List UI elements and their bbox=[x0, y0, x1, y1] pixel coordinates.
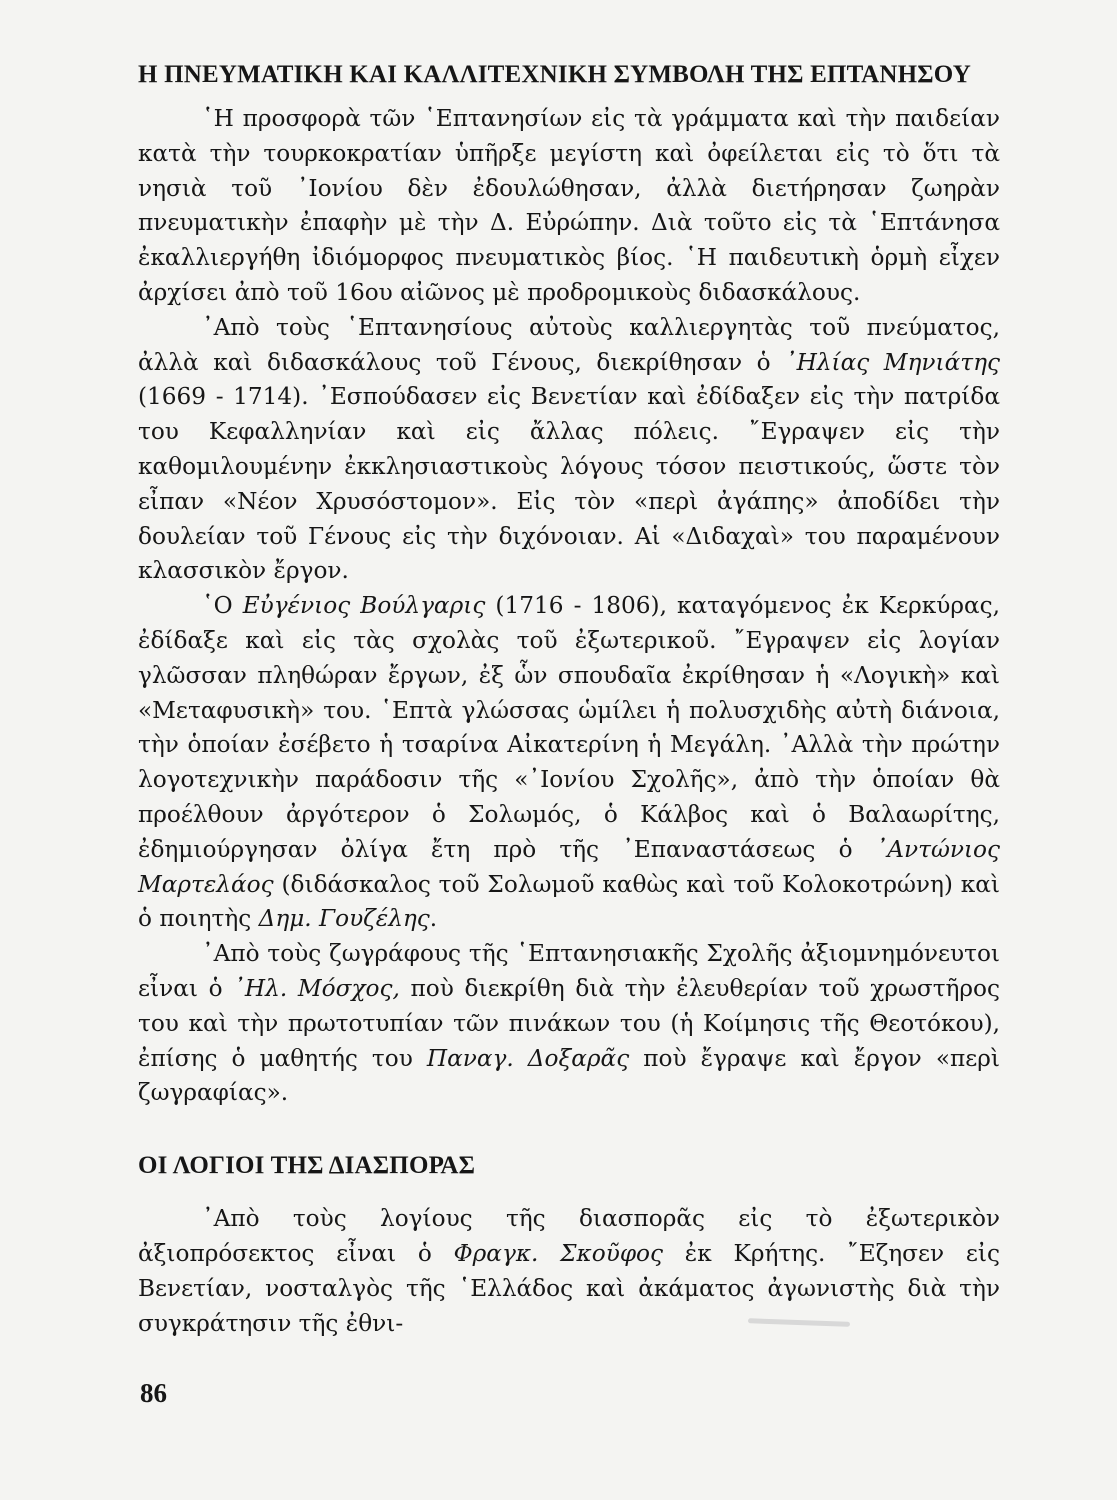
text-run: ᾿Απὸ τοὺς ῾Επτανησίους αὐτοὺς καλλιεργητὰς τοῦ πνεύματος, ἀλλὰ καὶ διδασκάλους τοῦ Γένους, διεκρίθησαν ὁ bbox=[138, 313, 1000, 376]
text-run: . bbox=[429, 905, 438, 933]
text-run: (διδάσκαλος τοῦ Σολωμοῦ καθὼς καὶ τοῦ Κολοκοτρώνη) καὶ ὁ ποιητὴς bbox=[138, 870, 1000, 933]
paragraph-voulgaris bbox=[138, 589, 1000, 937]
section-heading: Η ΠΝΕΥΜΑΤΙΚΗ ΚΑΙ ΚΑΛΛΙΤΕΧΝΙΚΗ ΣΥΜΒΟΛΗ ΤΗΣ ΕΠΤΑΝΗΣΟΥ bbox=[138, 61, 972, 88]
person-name: Δημ. Γουζέλης bbox=[258, 905, 430, 933]
page-number: 86 bbox=[140, 1378, 167, 1408]
paragraph-painters bbox=[138, 937, 1000, 1111]
text-run: ποὺ διεκρίθη διὰ τὴν ἐλευθερίαν τοῦ χρωστῆρος του καὶ τὴν πρωτοτυπίαν τῶν πινάκων του (ἡ Κοίμησις τῆς Θεοτόκου), ἐπίσης ὁ μαθητής του bbox=[138, 974, 1000, 1072]
page-content bbox=[138, 58, 1000, 1341]
text-run: (1669 - 1714). ᾿Εσπούδασεν εἰς Βενετίαν καὶ ἐδίδαξεν εἰς τὴν πατρίδα του Κεφαλληνίαν καὶ εἰς ἄλλας πόλεις. ῎Εγραψεν εἰς τὴν καθομιλουμένην ἐκκλησιαστικοὺς λόγους τόσον πειστικούς, ὥστε τὸν εἶπαν «Νέον Χρυσόστομον». Εἰς τὸν «περὶ ἀγάπης» ἀποδίδει τὴν δουλείαν τοῦ Γένους εἰς τὴν διχόνοιαν. Αἱ «Διδαχαὶ» του παραμένουν κλασσικὸν ἔργον. bbox=[138, 383, 1000, 585]
person-name: Φραγκ. Σκοῦφος bbox=[453, 1239, 664, 1267]
person-name: ᾿Αντώνιος Μαρτελάος bbox=[138, 835, 1000, 898]
text-run: ποὺ ἔγραψε καὶ ἔργον «περὶ ζωγραφίας». bbox=[138, 1044, 1000, 1107]
person-name: Εὐγένιος Βούλγαρις bbox=[242, 592, 486, 620]
section-heading: ΟΙ ΛΟΓΙΟΙ ΤΗΣ ΔΙΑΣΠΟΡΑΣ bbox=[138, 1152, 476, 1180]
text-run: (1716 - 1806), καταγόμενος ἐκ Κερκύρας, ἐδίδαξε καὶ εἰς τὰς σχολὰς τοῦ ἐξωτερικοῦ. ῎Εγραψεν εἰς λογίαν γλῶσσαν πληθώραν ἔργων, ἐξ ὧν σπουδαῖα ἐκρίθησαν ἡ «Λογικὴ» καὶ «Μεταφυσικὴ» του. ῾Επτὰ γλώσσας ὡμίλει ἡ πολυσχιδὴς αὐτὴ διάνοια, τὴν ὁποίαν ἐσέβετο ἡ τσαρίνα Αἰκατερίνη ἡ Μεγάλη. ᾿Αλλὰ τὴν πρώτην λογοτεχνικὴν παράδοσιν τῆς «᾿Ιονίου Σχολῆς», ἀπὸ τὴν ὁποίαν θὰ προέλθουν ἀργότερον ὁ Σολωμός, ὁ Κάλβος καὶ ὁ Βαλαωρίτης, ἐδημιούργησαν ὀλίγα ἔτη πρὸ τῆς ᾿Επαναστάσεως ὁ bbox=[138, 592, 1000, 863]
text-run: ᾿Απὸ τοὺς λογίους τῆς διασπορᾶς εἰς τὸ ἐξωτερικὸν ἀξιοπρόσεκτος εἶναι ὁ bbox=[138, 1205, 1000, 1267]
text-run: ᾿Απὸ τοὺς ζωγράφους τῆς ῾Επτανησιακῆς Σχολῆς ἀξιομνημόνευτοι εἶναι ὁ bbox=[138, 940, 1000, 1002]
person-name: Παναγ. Δοξαρᾶς bbox=[426, 1044, 630, 1072]
paragraph-heptanese-contribution: ῾Η προσφορὰ τῶν ῾Επτανησίων εἰς τὰ γράμματα καὶ τὴν παιδείαν κατὰ τὴν τουρκοκρατίαν ὑπῆρξε μεγίστη καὶ ὀφείλεται εἰς τὸ ὅτι τὰ νησιὰ τοῦ ᾿Ιονίου δὲν ἐδουλώθησαν, ἀλλὰ διετήρησαν ζωηρὰν πνευματικὴν ἐπαφὴν μὲ τὴν Δ. Εὐρώπην. Διὰ τοῦτο εἰς τὰ ῾Επτάνησα ἐκαλλιεργήθη ἰδιόμορφος πνευματικὸς βίος. ῾Η παιδευτικὴ ὁρμὴ εἶχεν ἀρχίσει ἀπὸ τοῦ 16ου αἰῶνος μὲ προδρομικοὺς διδασκάλους. bbox=[138, 105, 1000, 306]
paragraph-miniatis bbox=[138, 311, 1000, 589]
text-run: ἐκ Κρήτης. ῎Εζησεν εἰς Βενετίαν, νοσταλγὸς τῆς ῾Ελλάδος καὶ ἀκάματος ἀγωνιστὴς διὰ τὴν συγκράτησιν τῆς ἐθνι- bbox=[138, 1239, 1000, 1337]
person-name: ᾿Ηλ. Μόσχος, bbox=[233, 974, 400, 1002]
text-run: ῾Ο bbox=[202, 592, 243, 620]
paragraph-diaspora bbox=[138, 1202, 1000, 1341]
person-name: ᾿Ηλίας Μηνιάτης bbox=[785, 348, 1000, 376]
